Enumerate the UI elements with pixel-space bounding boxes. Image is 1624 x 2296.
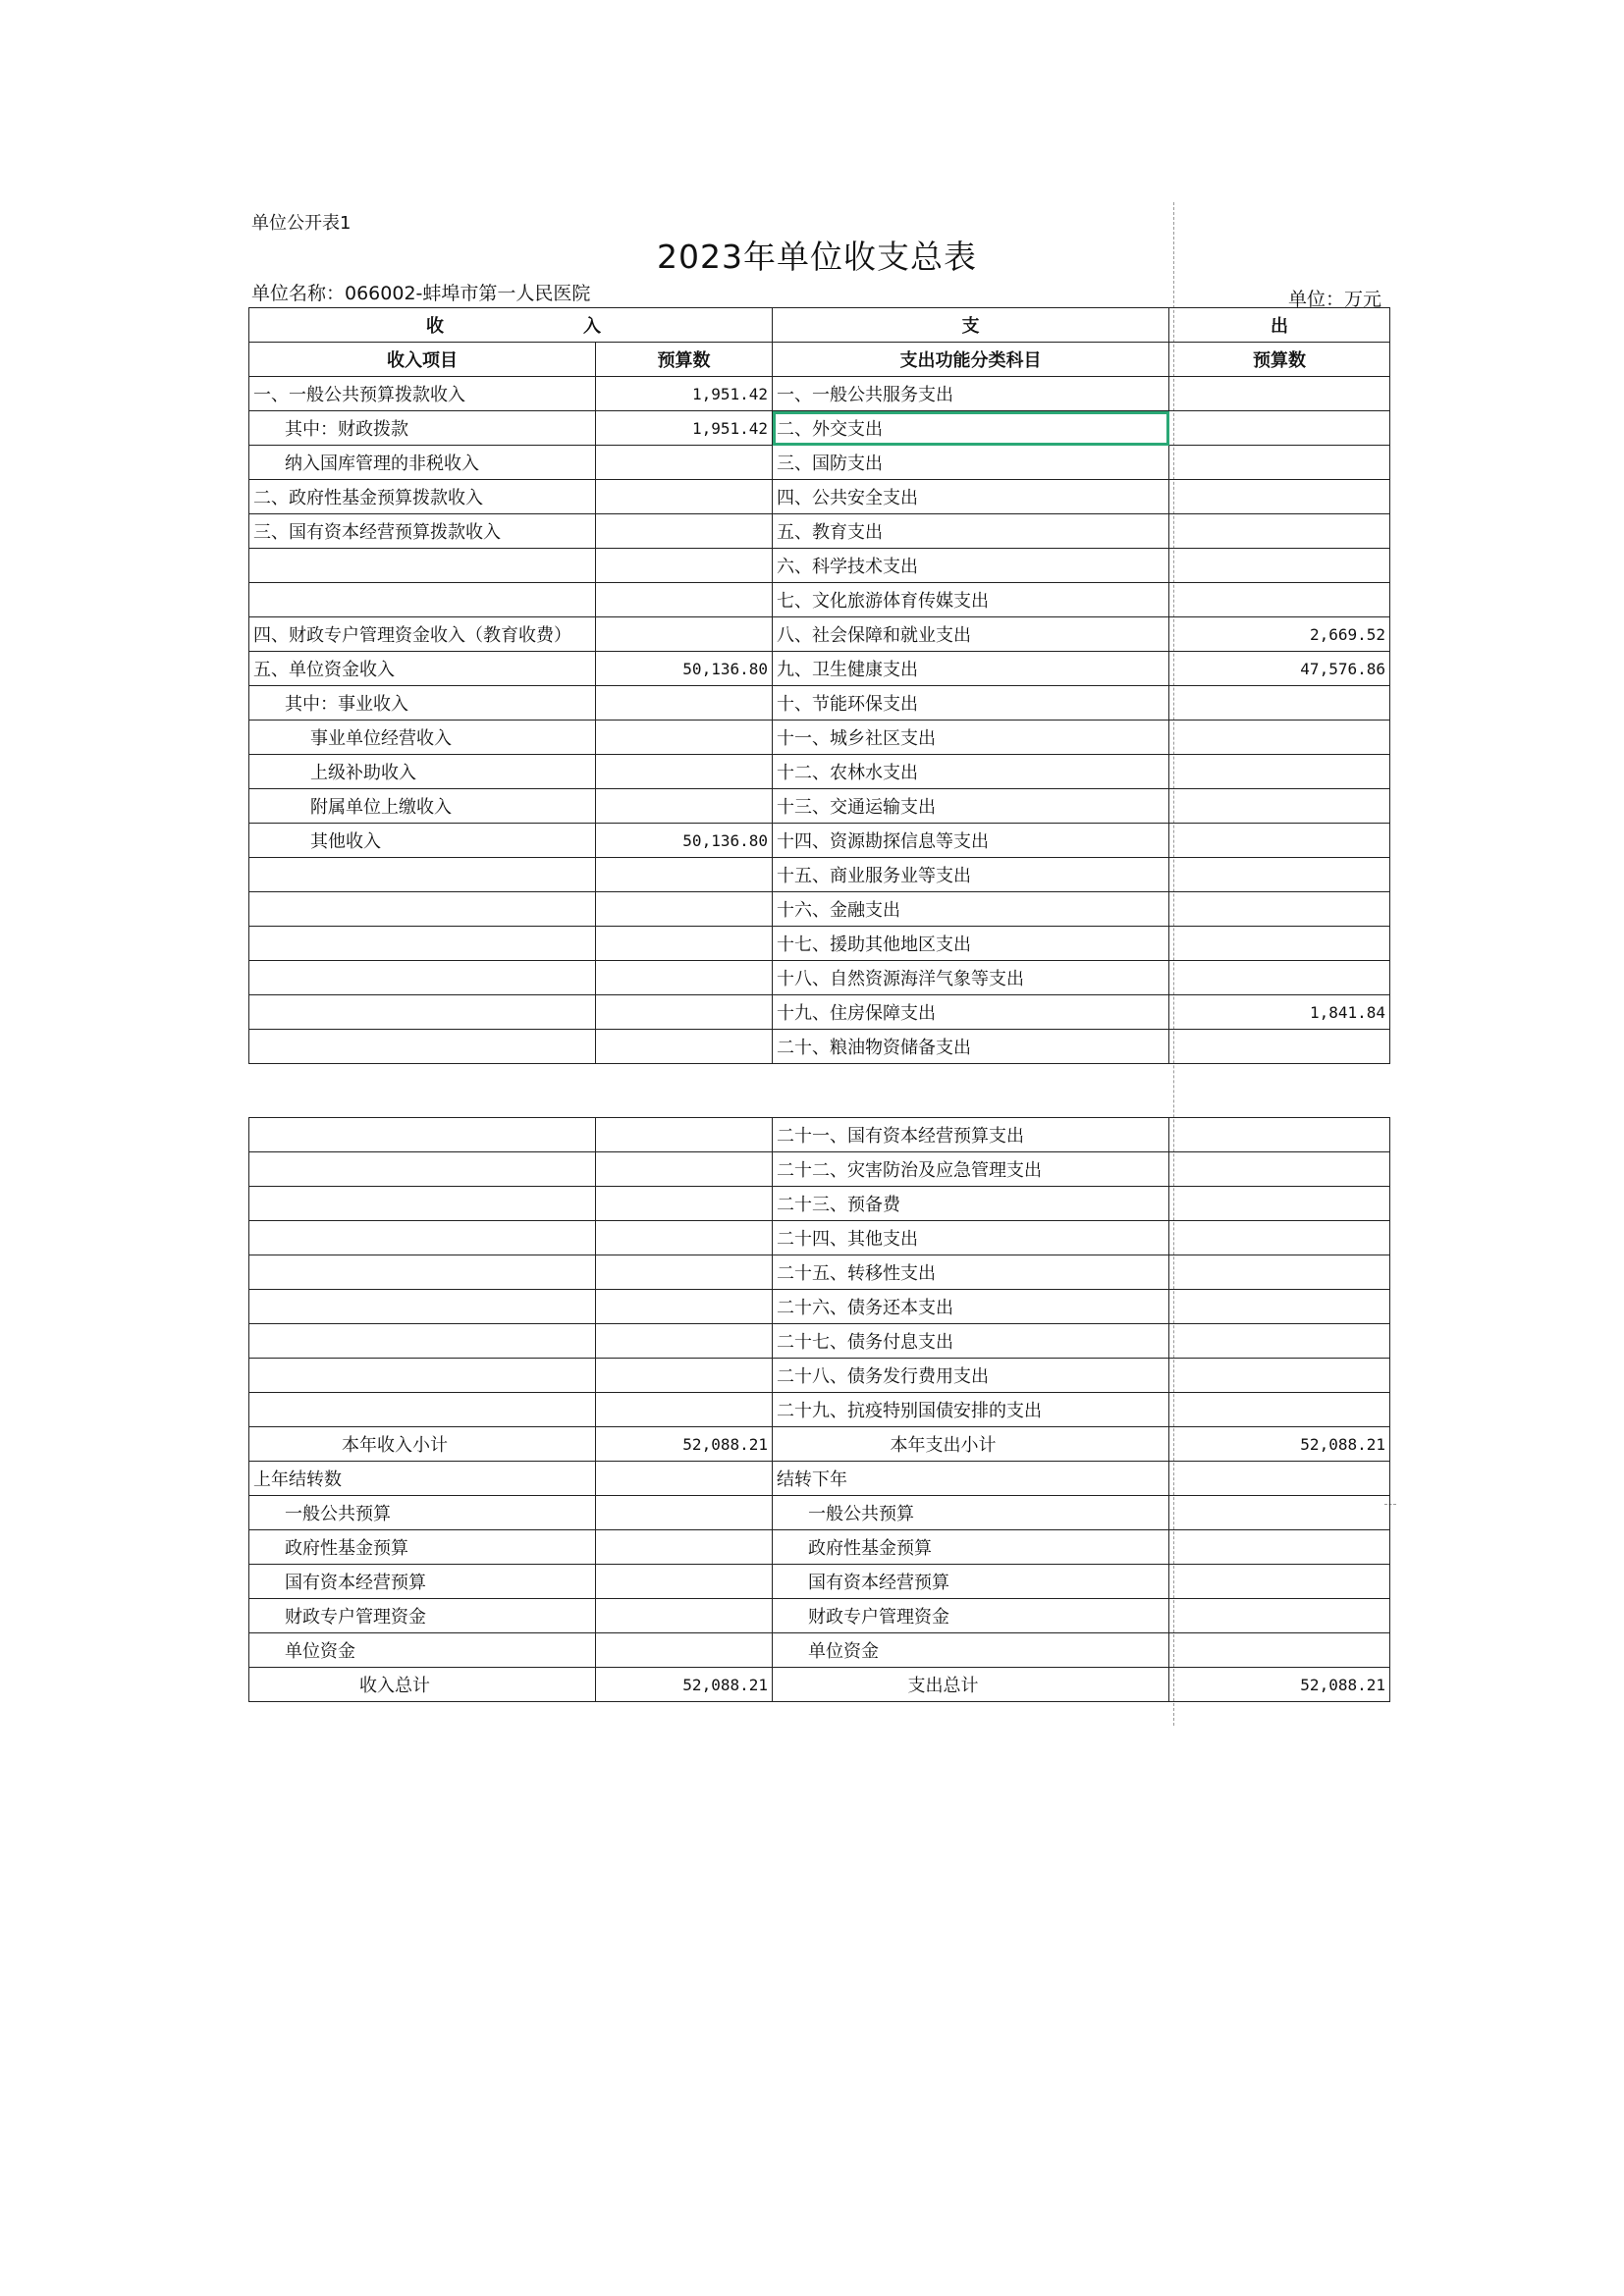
expense-budget-cell[interactable] — [1169, 377, 1390, 411]
table-row — [249, 583, 1390, 617]
income-budget-cell[interactable] — [596, 789, 773, 824]
income-budget-cell[interactable] — [596, 686, 773, 721]
expense-budget-cell[interactable]: 1,841.84 — [1169, 995, 1390, 1030]
expense-budget-cell[interactable] — [1169, 721, 1390, 755]
table-row — [249, 1255, 1390, 1290]
income-budget-cell[interactable] — [596, 1221, 773, 1255]
income-item-cell[interactable] — [249, 1118, 596, 1152]
income-budget-cell[interactable] — [596, 927, 773, 961]
table-row — [249, 480, 1390, 514]
table-row — [249, 1030, 1390, 1064]
table-row — [249, 1530, 1390, 1565]
income-budget-cell[interactable]: 50,136.80 — [596, 824, 773, 858]
form-tag: 单位公开表1 — [251, 213, 352, 234]
expense-item-cell[interactable]: 十二、农林水支出 — [773, 755, 1169, 789]
income-budget-cell[interactable] — [596, 755, 773, 789]
table-row — [249, 1599, 1390, 1633]
income-budget-cell[interactable]: 1,951.42 — [596, 377, 773, 411]
income-item-cell[interactable] — [249, 1255, 596, 1290]
expense-item-cell[interactable]: 二十一、国有资本经营预算支出 — [773, 1118, 1169, 1152]
expense-budget-cell[interactable] — [1169, 1393, 1390, 1427]
expense-item-cell[interactable]: 二十二、灾害防治及应急管理支出 — [773, 1152, 1169, 1187]
expense-budget-cell[interactable] — [1169, 1152, 1390, 1187]
expense-item-cell[interactable]: 五、教育支出 — [773, 514, 1169, 549]
expense-budget-cell[interactable] — [1169, 1633, 1390, 1668]
table-row — [249, 995, 1390, 1030]
table-row — [249, 549, 1390, 583]
expense-item-cell[interactable]: 二十四、其他支出 — [773, 1221, 1169, 1255]
bottom-rows — [249, 1118, 1390, 1702]
expense-budget-header: 预算数 — [1169, 343, 1390, 377]
expense-budget-cell[interactable] — [1169, 583, 1390, 617]
income-budget-cell[interactable] — [596, 1393, 773, 1427]
table-row — [249, 1221, 1390, 1255]
table-row — [249, 892, 1390, 927]
expense-budget-cell[interactable] — [1169, 411, 1390, 446]
income-item-cell[interactable]: 国有资本经营预算 — [249, 1565, 596, 1599]
table-row — [249, 927, 1390, 961]
table-row — [249, 1565, 1390, 1599]
income-item-cell[interactable] — [249, 1030, 596, 1064]
income-budget-cell[interactable] — [596, 1633, 773, 1668]
table-row — [249, 617, 1390, 652]
expense-item-cell[interactable]: 四、公共安全支出 — [773, 480, 1169, 514]
income-budget-cell[interactable] — [596, 1324, 773, 1359]
summary-table-top — [248, 307, 1390, 1064]
expense-item-cell[interactable]: 二、外交支出 — [773, 411, 1169, 446]
income-item-cell[interactable] — [249, 1152, 596, 1187]
table-row — [249, 961, 1390, 995]
income-budget-cell[interactable] — [596, 1255, 773, 1290]
expense-item-cell[interactable]: 七、文化旅游体育传媒支出 — [773, 583, 1169, 617]
expense-budget-cell[interactable]: 47,576.86 — [1169, 652, 1390, 686]
income-item-cell[interactable]: 纳入国库管理的非税收入 — [249, 446, 596, 480]
top-rows — [249, 377, 1390, 1064]
income-item-cell[interactable] — [249, 549, 596, 583]
income-item-cell[interactable] — [249, 1393, 596, 1427]
income-budget-cell[interactable] — [596, 446, 773, 480]
expense-item-cell[interactable]: 二十五、转移性支出 — [773, 1255, 1169, 1290]
income-item-cell[interactable] — [249, 995, 596, 1030]
expense-item-cell[interactable]: 十一、城乡社区支出 — [773, 721, 1169, 755]
table-row — [249, 652, 1390, 686]
expense-budget-cell[interactable] — [1169, 514, 1390, 549]
expense-budget-cell[interactable] — [1169, 1530, 1390, 1565]
income-budget-cell[interactable] — [596, 1496, 773, 1530]
expense-budget-cell[interactable] — [1169, 755, 1390, 789]
expense-item-cell[interactable]: 六、科学技术支出 — [773, 549, 1169, 583]
income-header-a: 收 — [426, 316, 444, 337]
expense-header-b: 出 — [1169, 308, 1390, 343]
income-budget-cell[interactable] — [596, 480, 773, 514]
table-row — [249, 755, 1390, 789]
income-budget-cell[interactable]: 52,088.21 — [596, 1668, 773, 1702]
income-item-cell[interactable]: 上级补助收入 — [249, 755, 596, 789]
expense-budget-cell[interactable] — [1169, 1565, 1390, 1599]
expense-item-cell[interactable]: 财政专户管理资金 — [773, 1599, 1169, 1633]
expense-item-cell[interactable]: 三、国防支出 — [773, 446, 1169, 480]
expense-item-cell[interactable]: 国有资本经营预算 — [773, 1565, 1169, 1599]
expense-budget-cell[interactable]: 52,088.21 — [1169, 1668, 1390, 1702]
income-item-cell[interactable]: 附属单位上缴收入 — [249, 789, 596, 824]
expense-budget-cell[interactable] — [1169, 1359, 1390, 1393]
expense-item-cell[interactable]: 十三、交通运输支出 — [773, 789, 1169, 824]
income-budget-cell[interactable] — [596, 617, 773, 652]
expense-budget-cell[interactable] — [1169, 789, 1390, 824]
expense-budget-cell[interactable] — [1169, 961, 1390, 995]
table-row — [249, 1496, 1390, 1530]
income-budget-cell[interactable] — [596, 1290, 773, 1324]
table-row — [249, 1462, 1390, 1496]
income-budget-cell[interactable] — [596, 1359, 773, 1393]
expense-header-a: 支 — [773, 308, 1169, 343]
table-row — [249, 824, 1390, 858]
income-item-cell[interactable] — [249, 892, 596, 927]
income-item-cell[interactable] — [249, 961, 596, 995]
income-budget-cell[interactable] — [596, 721, 773, 755]
income-item-cell[interactable] — [249, 927, 596, 961]
table-row — [249, 1393, 1390, 1427]
expense-item-cell[interactable]: 十七、援助其他地区支出 — [773, 927, 1169, 961]
expense-budget-cell[interactable] — [1169, 1599, 1390, 1633]
expense-item-cell[interactable]: 一、一般公共服务支出 — [773, 377, 1169, 411]
table-row — [249, 1324, 1390, 1359]
expense-item-cell[interactable]: 二十九、抗疫特别国债安排的支出 — [773, 1393, 1169, 1427]
income-budget-cell[interactable] — [596, 1152, 773, 1187]
income-item-cell[interactable] — [249, 1221, 596, 1255]
income-item-cell[interactable]: 一般公共预算 — [249, 1496, 596, 1530]
expense-budget-cell[interactable] — [1169, 892, 1390, 927]
income-item-cell[interactable]: 单位资金 — [249, 1633, 596, 1668]
income-item-cell[interactable] — [249, 858, 596, 892]
expense-budget-cell[interactable] — [1169, 1324, 1390, 1359]
expense-item-cell[interactable]: 单位资金 — [773, 1633, 1169, 1668]
expense-item-cell[interactable]: 二十七、债务付息支出 — [773, 1324, 1169, 1359]
income-budget-cell[interactable] — [596, 961, 773, 995]
table-row — [249, 1427, 1390, 1462]
expense-budget-cell[interactable] — [1169, 858, 1390, 892]
expense-item-cell[interactable]: 十六、金融支出 — [773, 892, 1169, 927]
expense-budget-cell[interactable]: 2,669.52 — [1169, 617, 1390, 652]
expense-budget-cell[interactable] — [1169, 1255, 1390, 1290]
income-budget-cell[interactable] — [596, 583, 773, 617]
unit-label: 单位：万元 — [1288, 289, 1382, 310]
expense-budget-cell[interactable] — [1169, 1462, 1390, 1496]
expense-budget-cell[interactable] — [1169, 1118, 1390, 1152]
expense-item-cell[interactable]: 二十八、债务发行费用支出 — [773, 1359, 1169, 1393]
table-row — [249, 721, 1390, 755]
expense-item-cell[interactable]: 十九、住房保障支出 — [773, 995, 1169, 1030]
income-item-cell[interactable]: 五、单位资金收入 — [249, 652, 596, 686]
income-header-b: 入 — [583, 316, 601, 337]
income-item-header: 收入项目 — [249, 343, 596, 377]
income-item-cell[interactable] — [249, 1359, 596, 1393]
table-row — [249, 1187, 1390, 1221]
page-title: 2023年单位收支总表 — [657, 238, 977, 276]
expense-budget-cell[interactable]: 52,088.21 — [1169, 1427, 1390, 1462]
income-item-cell[interactable] — [249, 583, 596, 617]
header-row-2 — [249, 343, 1390, 377]
income-item-cell[interactable]: 其中：财政拨款 — [249, 411, 596, 446]
income-budget-cell[interactable] — [596, 1599, 773, 1633]
table-row — [249, 377, 1390, 411]
expense-item-cell[interactable]: 二十六、债务还本支出 — [773, 1290, 1169, 1324]
income-item-cell[interactable]: 本年收入小计 — [249, 1427, 596, 1462]
income-budget-cell[interactable] — [596, 858, 773, 892]
income-budget-cell[interactable] — [596, 549, 773, 583]
header-row-1 — [249, 308, 1390, 343]
income-item-cell[interactable]: 四、财政专户管理资金收入（教育收费） — [249, 617, 596, 652]
table-row — [249, 1152, 1390, 1187]
expense-budget-cell[interactable] — [1169, 686, 1390, 721]
income-item-cell[interactable]: 事业单位经营收入 — [249, 721, 596, 755]
income-budget-cell[interactable] — [596, 1187, 773, 1221]
income-budget-cell[interactable] — [596, 1530, 773, 1565]
table-row — [249, 1668, 1390, 1702]
income-budget-header: 预算数 — [596, 343, 773, 377]
income-item-cell[interactable] — [249, 1290, 596, 1324]
income-budget-cell[interactable] — [596, 995, 773, 1030]
expense-item-header: 支出功能分类科目 — [773, 343, 1169, 377]
expense-item-cell[interactable]: 十八、自然资源海洋气象等支出 — [773, 961, 1169, 995]
expense-item-cell[interactable]: 十、节能环保支出 — [773, 686, 1169, 721]
income-item-cell[interactable]: 政府性基金预算 — [249, 1530, 596, 1565]
table-row — [249, 686, 1390, 721]
income-item-cell[interactable] — [249, 1187, 596, 1221]
table-row — [249, 514, 1390, 549]
income-budget-cell[interactable]: 50,136.80 — [596, 652, 773, 686]
expense-item-cell[interactable]: 十四、资源勘探信息等支出 — [773, 824, 1169, 858]
income-item-cell[interactable] — [249, 1324, 596, 1359]
expense-item-cell[interactable]: 政府性基金预算 — [773, 1530, 1169, 1565]
income-item-cell[interactable]: 财政专户管理资金 — [249, 1599, 596, 1633]
table-row — [249, 411, 1390, 446]
table-row — [249, 858, 1390, 892]
income-item-cell[interactable]: 其他收入 — [249, 824, 596, 858]
income-budget-cell[interactable] — [596, 892, 773, 927]
income-budget-cell[interactable] — [596, 1118, 773, 1152]
expense-budget-cell[interactable] — [1169, 1290, 1390, 1324]
expense-item-cell[interactable]: 结转下年 — [773, 1462, 1169, 1496]
expense-budget-cell[interactable] — [1169, 824, 1390, 858]
income-budget-cell[interactable]: 52,088.21 — [596, 1427, 773, 1462]
expense-budget-cell[interactable] — [1169, 549, 1390, 583]
expense-item-cell[interactable]: 九、卫生健康支出 — [773, 652, 1169, 686]
income-budget-cell[interactable] — [596, 514, 773, 549]
expense-item-cell[interactable]: 支出总计 — [773, 1668, 1169, 1702]
income-group-header — [249, 308, 773, 343]
unit-name: 单位名称：066002-蚌埠市第一人民医院 — [251, 283, 591, 304]
income-budget-cell[interactable]: 1,951.42 — [596, 411, 773, 446]
summary-table-bottom — [248, 1117, 1390, 1702]
income-budget-cell[interactable] — [596, 1462, 773, 1496]
expense-budget-cell[interactable] — [1169, 1030, 1390, 1064]
income-item-cell[interactable]: 一、一般公共预算拨款收入 — [249, 377, 596, 411]
expense-item-cell[interactable]: 二十、粮油物资储备支出 — [773, 1030, 1169, 1064]
income-item-cell[interactable]: 收入总计 — [249, 1668, 596, 1702]
expense-budget-cell[interactable] — [1169, 480, 1390, 514]
income-item-cell[interactable]: 三、国有资本经营预算拨款收入 — [249, 514, 596, 549]
expense-budget-cell[interactable] — [1169, 446, 1390, 480]
table-row — [249, 446, 1390, 480]
expense-item-cell[interactable]: 本年支出小计 — [773, 1427, 1169, 1462]
expense-budget-cell[interactable] — [1169, 927, 1390, 961]
table-row — [249, 1118, 1390, 1152]
income-item-cell[interactable]: 二、政府性基金预算拨款收入 — [249, 480, 596, 514]
expense-budget-cell[interactable] — [1169, 1187, 1390, 1221]
income-budget-cell[interactable] — [596, 1030, 773, 1064]
income-budget-cell[interactable] — [596, 1565, 773, 1599]
table-row — [249, 789, 1390, 824]
expense-item-cell[interactable]: 一般公共预算 — [773, 1496, 1169, 1530]
expense-item-cell[interactable]: 二十三、预备费 — [773, 1187, 1169, 1221]
table-row — [249, 1359, 1390, 1393]
table-row — [249, 1633, 1390, 1668]
expense-budget-cell[interactable] — [1169, 1496, 1390, 1530]
income-item-cell[interactable]: 其中：事业收入 — [249, 686, 596, 721]
expense-item-cell[interactable]: 八、社会保障和就业支出 — [773, 617, 1169, 652]
expense-budget-cell[interactable] — [1169, 1221, 1390, 1255]
income-item-cell[interactable]: 上年结转数 — [249, 1462, 596, 1496]
expense-item-cell[interactable]: 十五、商业服务业等支出 — [773, 858, 1169, 892]
table-row — [249, 1290, 1390, 1324]
